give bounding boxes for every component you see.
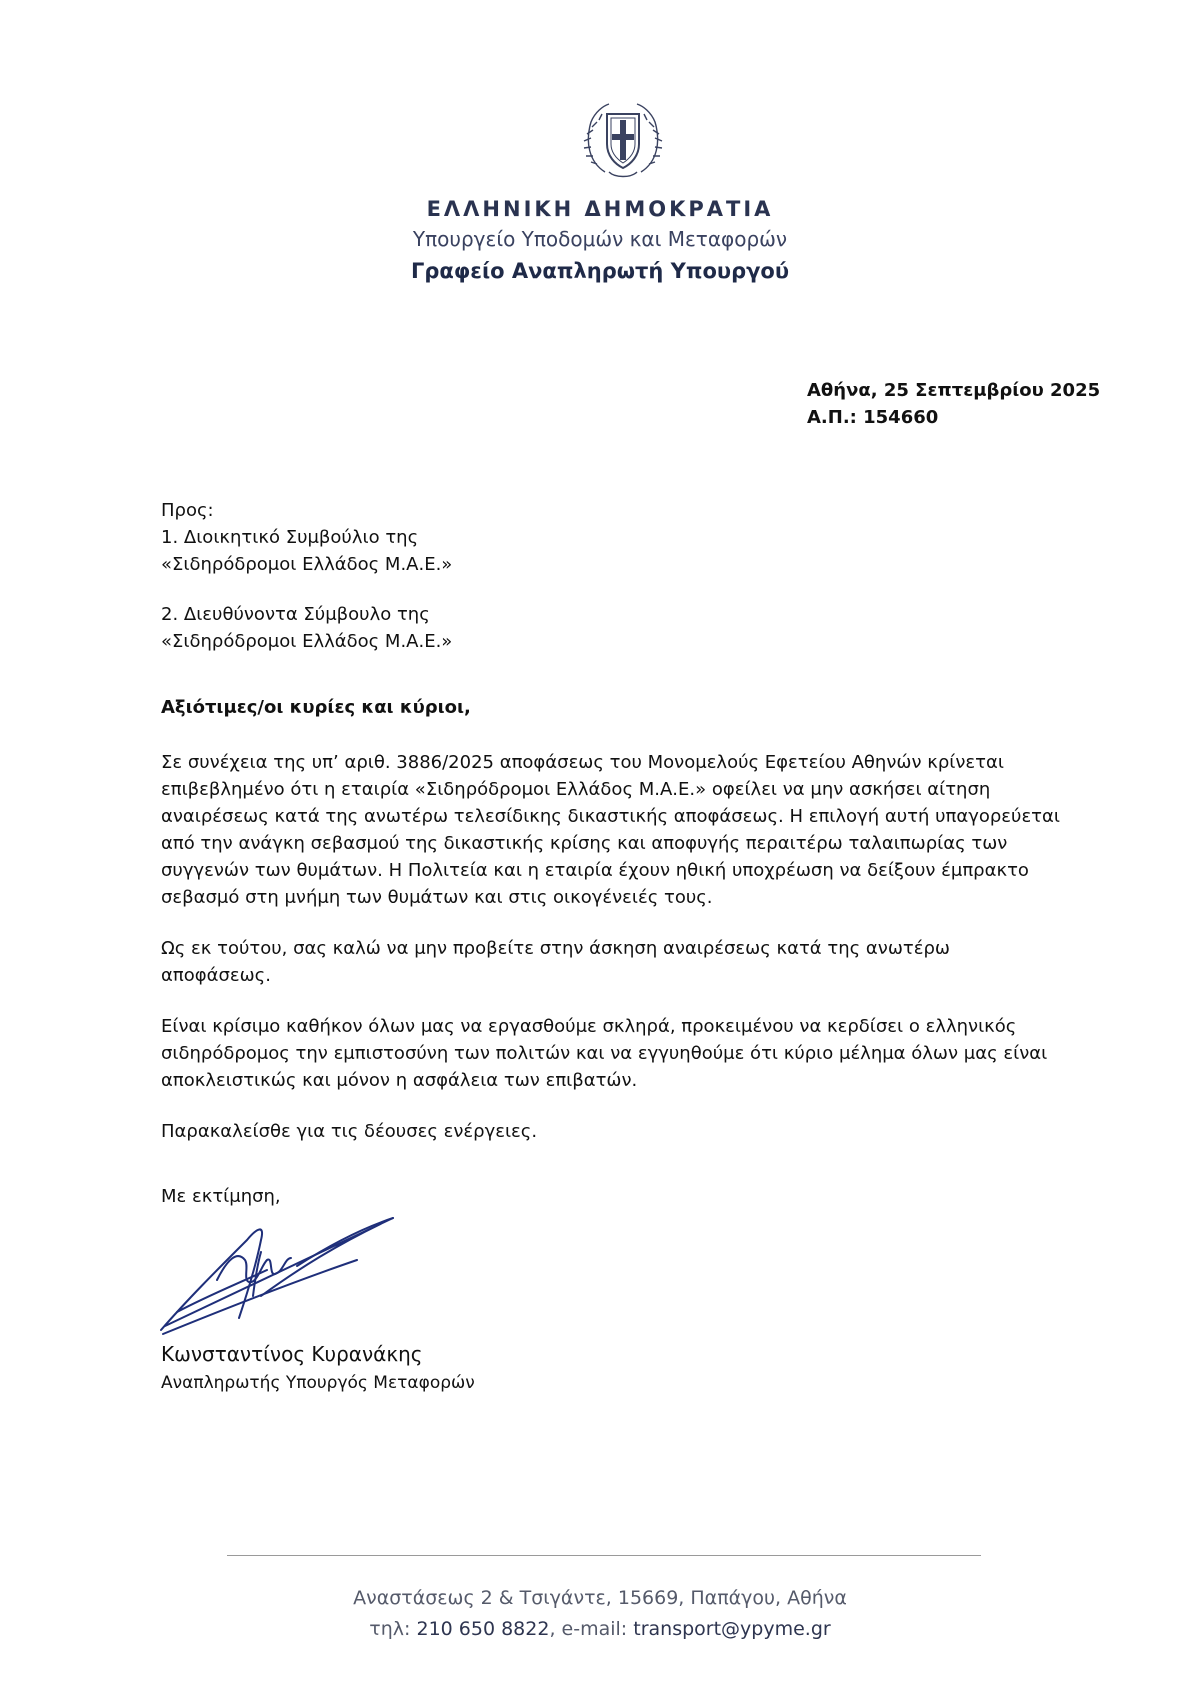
- email-link[interactable]: transport@ypyme.gr: [633, 1618, 831, 1640]
- header-ministry: Υπουργείο Υποδομών και Μεταφορών: [412, 227, 788, 251]
- letter-date: Αθήνα, 25 Σεπτεμβρίου 2025: [807, 380, 1101, 401]
- footer-divider: [227, 1555, 981, 1556]
- recipient-1-line2: «Σιδηρόδρομοι Ελλάδος Μ.Α.Ε.»: [161, 554, 453, 575]
- footer-address: Αναστάσεως 2 & Τσιγάντε, 15669, Παπάγου, Αθήνα: [353, 1587, 847, 1609]
- paragraph-2: Ως εκ τούτου, σας καλώ να μην προβείτε στην άσκηση αναιρέσεως κατά της ανωτέρω αποφάσεως.: [161, 938, 950, 986]
- paragraph-3: Είναι κρίσιμο καθήκον όλων μας να εργασθούμε σκληρά, προκειμένου να κερδίσει ο ελληνικός σιδηρόδρομος την εμπιστοσύνη των πολιτών και να εγγυηθούμε ότι κύριο μέλημα όλων μας είναι αποκλειστικώς και μόνον η ασφάλεια των επιβατών.: [161, 1016, 1048, 1091]
- paragraph-1: Σε συνέχεια της υπ’ αριθ. 3886/2025 αποφάσεως του Μονομελούς Εφετείου Αθηνών κρίνεται επιβεβλημένο ότι η εταιρία «Σιδηρόδρομοι Ελλάδος Μ.Α.Ε.» οφείλει να μην ασκήσει αίτηση αναιρέσεως κατά της ανωτέρω τελεσίδικης δικαστικής αποφάσεως. Η επιλογή αυτή υπαγορεύεται από την ανάγκη σεβασμού της δικαστικής κρίσης και αποφυγής περαιτέρω ταλαιπωρίας των συγγενών των θυμάτων. Η Πολιτεία και η εταιρία έχουν ηθική υποχρέωση να δείξουν έμπρακτο σεβασμό στη μνήμη των θυμάτων και στις οικογένειές τους.: [161, 752, 1060, 908]
- recipient-2-line2: «Σιδηρόδρομοι Ελλάδος Μ.Α.Ε.»: [161, 631, 453, 652]
- recipients: [161, 497, 452, 655]
- recipients-label: Προς:: [161, 500, 214, 521]
- recipient-2-line1: 2. Διευθύνοντα Σύμβουλο της: [161, 604, 430, 625]
- phone-number: 210 650 8822: [416, 1618, 550, 1640]
- email-label: e-mail:: [561, 1618, 628, 1640]
- footer-contact: τηλ: 210 650 8822, e-mail: transport@ypyme.gr: [369, 1618, 831, 1640]
- protocol-number: Α.Π.: 154660: [807, 407, 939, 428]
- header-office: Γραφείο Αναπληρωτή Υπουργού: [410, 259, 790, 283]
- date-block: [807, 377, 1100, 431]
- handwritten-signature-icon: [157, 1200, 397, 1340]
- signer-title: Αναπληρωτής Υπουργός Μεταφορών: [161, 1373, 475, 1393]
- signer-name: Κωνσταντίνος Κυρανάκης: [161, 1342, 423, 1366]
- paragraph-4: Παρακαλείσθε για τις δέουσες ενέργειες.: [161, 1121, 538, 1142]
- salutation: Αξιότιμες/οι κυρίες και κύριοι,: [161, 697, 471, 718]
- recipient-1-line1: 1. Διοικητικό Συμβούλιο της: [161, 527, 419, 548]
- letter-body: [161, 749, 1061, 1169]
- header-country: ΕΛΛΗΝΙΚΗ ΔΗΜΟΚΡΑΤΙΑ: [426, 197, 774, 221]
- closing-greeting: Με εκτίμηση,: [161, 1186, 281, 1207]
- hellenic-republic-coat-of-arms-icon: [575, 92, 671, 188]
- phone-label: τηλ:: [369, 1618, 411, 1640]
